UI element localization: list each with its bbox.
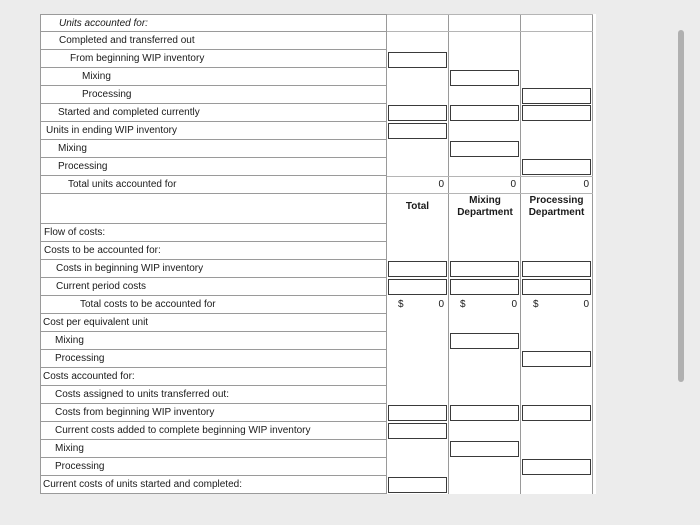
row-units-processing: Processing: [40, 86, 386, 104]
row-ending-mixing: Mixing: [40, 140, 386, 158]
row-costs-from-beginning: Costs from beginning WIP inventory: [40, 404, 386, 422]
vertical-scrollbar[interactable]: [678, 30, 684, 382]
input-processing-current-period[interactable]: [522, 279, 591, 295]
input-processing-costs-added[interactable]: [522, 459, 591, 475]
input-cpeu-processing[interactable]: [522, 351, 591, 367]
header-processing-department: Processing Department: [528, 195, 585, 218]
row-costs-to-account: Costs to be accounted for:: [40, 242, 386, 260]
row-ending-processing: Processing: [40, 158, 386, 176]
input-total-current-period[interactable]: [388, 279, 447, 295]
header-gap-row: [40, 194, 386, 224]
row-cost-beginning-wip: Costs in beginning WIP inventory: [40, 260, 386, 278]
row-assigned-transferred: Costs assigned to units transferred out:: [40, 386, 386, 404]
input-mixing-ending-wip[interactable]: [450, 141, 519, 157]
col-divider-mixing: [520, 14, 521, 494]
input-mixing-from-beginning[interactable]: [450, 70, 519, 86]
input-total-current-started-completed[interactable]: [388, 477, 447, 493]
units-accounted-title: Units accounted for:: [40, 14, 386, 32]
total-costs-currency-mixing: $: [460, 299, 466, 310]
input-processing-costs-from-beginning[interactable]: [522, 405, 591, 421]
header-total: Total: [405, 201, 430, 212]
col-divider-label: [386, 14, 387, 494]
row-completed-transferred: Completed and transferred out: [40, 32, 386, 50]
row-started-completed: Started and completed currently: [40, 104, 386, 122]
row-costs-accounted: Costs accounted for:: [40, 368, 386, 386]
row-cpeu-processing: Processing: [40, 350, 386, 368]
row-total-costs: Total costs to be accounted for: [40, 296, 386, 314]
total-units-total: 0: [438, 179, 444, 190]
total-costs-currency-processing: $: [533, 299, 539, 310]
input-mixing-current-period[interactable]: [450, 279, 519, 295]
input-processing-cost-beginning[interactable]: [522, 261, 591, 277]
input-mixing-started-completed[interactable]: [450, 105, 519, 121]
input-mixing-costs-from-beginning[interactable]: [450, 405, 519, 421]
row-current-started-completed: Current costs of units started and completed:: [40, 476, 386, 494]
total-costs-currency-total: $: [398, 299, 404, 310]
row-added-mixing: Mixing: [40, 440, 386, 458]
row-units-ending-wip: Units in ending WIP inventory: [40, 122, 386, 140]
input-mixing-cost-beginning[interactable]: [450, 261, 519, 277]
total-units-mixing: 0: [510, 179, 516, 190]
row-flow-of-costs: Flow of costs:: [40, 224, 386, 242]
row-units-mixing: Mixing: [40, 68, 386, 86]
total-units-row-line: [387, 176, 593, 194]
input-total-costs-from-beginning[interactable]: [388, 405, 447, 421]
header-mixing-department: Mixing Department: [457, 195, 513, 218]
total-units-processing: 0: [583, 179, 589, 190]
col-divider-total: [448, 14, 449, 494]
input-total-from-beginning[interactable]: [388, 52, 447, 68]
input-total-current-costs-complete[interactable]: [388, 423, 447, 439]
input-processing-started-completed[interactable]: [522, 105, 591, 121]
input-cpeu-mixing[interactable]: [450, 333, 519, 349]
row-total-units: Total units accounted for: [40, 176, 386, 194]
col-divider-processing: [592, 14, 593, 494]
input-total-started-completed[interactable]: [388, 105, 447, 121]
input-mixing-costs-added[interactable]: [450, 441, 519, 457]
row-cpeu-mixing: Mixing: [40, 332, 386, 350]
total-costs-processing: 0: [583, 299, 589, 310]
total-costs-mixing: 0: [511, 299, 517, 310]
input-processing-ending-wip[interactable]: [522, 159, 591, 175]
grid-row-0: [387, 14, 593, 32]
input-processing-from-beginning[interactable]: [522, 88, 591, 104]
cost-report-worksheet: [40, 14, 596, 494]
row-current-period-costs: Current period costs: [40, 278, 386, 296]
total-costs-total: 0: [438, 299, 444, 310]
row-from-beginning-wip: From beginning WIP inventory: [40, 50, 386, 68]
input-total-cost-beginning[interactable]: [388, 261, 447, 277]
row-current-costs-complete: Current costs added to complete beginning WIP inventory: [40, 422, 386, 440]
input-total-ending-wip[interactable]: [388, 123, 447, 139]
left-border: [40, 14, 41, 494]
row-cost-per-eu: Cost per equivalent unit: [40, 314, 386, 332]
row-added-processing: Processing: [40, 458, 386, 476]
